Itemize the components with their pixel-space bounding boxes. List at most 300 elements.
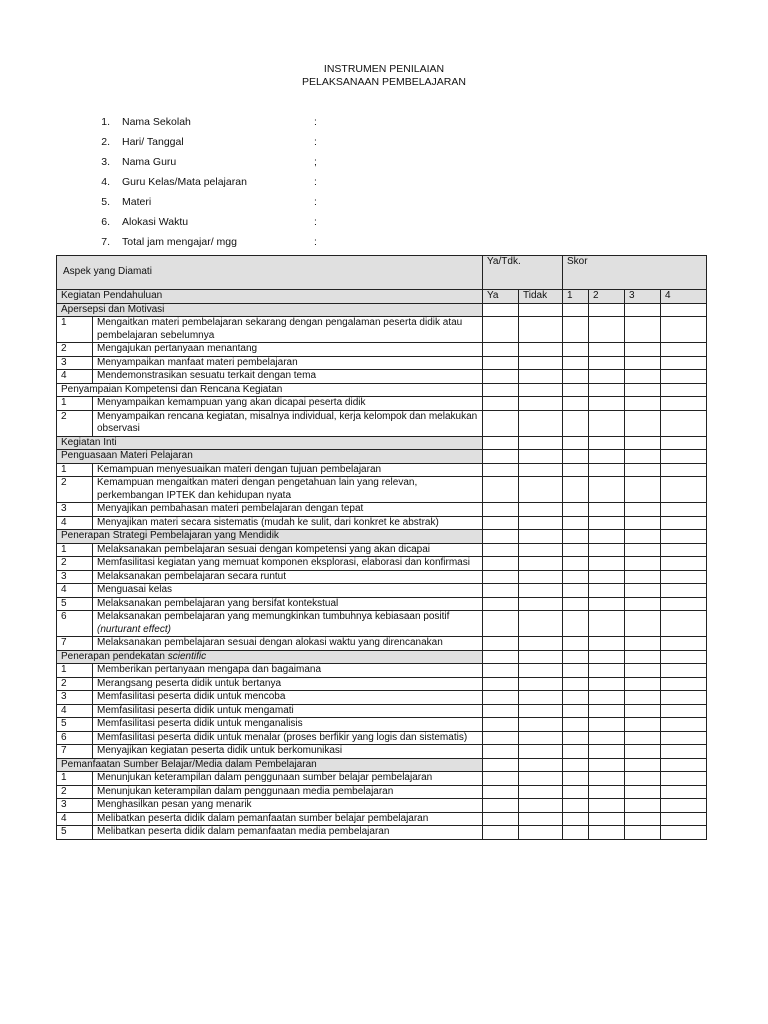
score-4-cell[interactable] [661, 343, 707, 357]
identity-label: Alokasi Waktu [122, 216, 189, 228]
ya-cell[interactable] [483, 516, 519, 530]
table-row [57, 772, 707, 786]
table-row [57, 664, 707, 678]
subsection-row [57, 450, 707, 464]
row-number: 4 [57, 370, 93, 384]
score-1-cell[interactable] [563, 611, 589, 637]
header-ya: Ya [483, 290, 519, 304]
row-number: 4 [57, 584, 93, 598]
tidak-cell[interactable] [519, 503, 563, 517]
tidak-cell[interactable] [519, 691, 563, 705]
ya-cell[interactable] [483, 677, 519, 691]
row-number: 3 [57, 691, 93, 705]
score-4-cell[interactable] [661, 543, 707, 557]
tidak-cell[interactable] [519, 812, 563, 826]
row-number: 3 [57, 799, 93, 813]
score-3-cell[interactable] [625, 745, 661, 759]
score-4-cell[interactable] [661, 611, 707, 637]
row-number: 7 [57, 637, 93, 651]
header-tidak: Tidak [519, 290, 563, 304]
subsection-row [57, 758, 707, 772]
item-number: 5. [101, 196, 110, 208]
table-row [57, 477, 707, 503]
row-number: 2 [57, 677, 93, 691]
subsection-title: Penerapan Strategi Pembelajaran yang Mendidik [57, 530, 483, 544]
table-row [57, 611, 707, 637]
table-row [57, 516, 707, 530]
score-1-cell[interactable] [563, 597, 589, 611]
score-3-cell[interactable] [625, 611, 661, 637]
score-2-cell[interactable] [589, 597, 625, 611]
score-3-cell[interactable] [625, 503, 661, 517]
row-number: 3 [57, 503, 93, 517]
score-3-cell[interactable] [625, 343, 661, 357]
score-3-cell[interactable] [625, 637, 661, 651]
score-2-cell[interactable] [589, 664, 625, 678]
identity-item [96, 236, 356, 256]
ya-cell[interactable] [483, 704, 519, 718]
score-4-cell[interactable] [661, 584, 707, 598]
ya-cell[interactable] [483, 557, 519, 571]
score-1-cell[interactable] [563, 343, 589, 357]
score-4-cell[interactable] [661, 718, 707, 732]
score-4-cell[interactable] [661, 785, 707, 799]
score-4-cell[interactable] [661, 410, 707, 436]
score-3-cell[interactable] [625, 718, 661, 732]
tidak-cell[interactable] [519, 799, 563, 813]
row-text: Melaksanakan pembelajaran secara runtut [93, 570, 483, 584]
score-1-cell[interactable] [563, 356, 589, 370]
identity-colon: : [314, 236, 317, 248]
identity-label: Total jam mengajar/ mgg [122, 236, 237, 248]
table-row [57, 677, 707, 691]
item-number: 3. [101, 156, 110, 168]
table-row [57, 503, 707, 517]
score-1-cell[interactable] [563, 410, 589, 436]
tidak-cell[interactable] [519, 463, 563, 477]
score-2-cell[interactable] [589, 570, 625, 584]
score-2-cell[interactable] [589, 543, 625, 557]
score-3-cell[interactable] [625, 704, 661, 718]
score-3-cell[interactable] [625, 410, 661, 436]
header-aspek: Aspek yang Diamati [57, 256, 483, 290]
subsection-title: Apersepsi dan Motivasi [57, 303, 483, 317]
row-number: 4 [57, 704, 93, 718]
score-2-cell[interactable] [589, 799, 625, 813]
row-text-cell [93, 611, 483, 637]
row-text: Mengajukan pertanyaan menantang [93, 343, 483, 357]
ya-cell[interactable] [483, 543, 519, 557]
score-3-cell[interactable] [625, 826, 661, 840]
score-4-cell[interactable] [661, 370, 707, 384]
ya-cell[interactable] [483, 356, 519, 370]
identity-item [96, 136, 356, 156]
score-1-cell[interactable] [563, 799, 589, 813]
tidak-cell[interactable] [519, 570, 563, 584]
row-text: Memfasilitasi peserta didik untuk menganalisis [93, 718, 483, 732]
score-2-cell[interactable] [589, 772, 625, 786]
score-4-cell[interactable] [661, 637, 707, 651]
row-number: 1 [57, 397, 93, 411]
score-3-cell[interactable] [625, 370, 661, 384]
tidak-cell[interactable] [519, 317, 563, 343]
table-row [57, 597, 707, 611]
score-4-cell[interactable] [661, 356, 707, 370]
table-row [57, 799, 707, 813]
row-text: Menyampaikan rencana kegiatan, misalnya individual, kerja kelompok dan melakukan observasi [93, 410, 483, 436]
identity-colon: : [314, 216, 317, 228]
score-1-cell[interactable] [563, 317, 589, 343]
table-row [57, 570, 707, 584]
table-row [57, 397, 707, 411]
table-row [57, 785, 707, 799]
score-4-cell[interactable] [661, 516, 707, 530]
row-number: 3 [57, 356, 93, 370]
ya-cell[interactable] [483, 718, 519, 732]
score-1-cell[interactable] [563, 477, 589, 503]
score-1-cell[interactable] [563, 731, 589, 745]
table-row [57, 356, 707, 370]
row-number: 1 [57, 664, 93, 678]
subsection-title: Penguasaan Materi Pelajaran [57, 450, 483, 464]
tidak-cell[interactable] [519, 410, 563, 436]
row-text: Menyampaikan manfaat materi pembelajaran [93, 356, 483, 370]
tidak-cell[interactable] [519, 397, 563, 411]
score-2-cell[interactable] [589, 704, 625, 718]
ya-cell[interactable] [483, 826, 519, 840]
score-1-cell[interactable] [563, 516, 589, 530]
score-2-cell[interactable] [589, 410, 625, 436]
score-4-cell[interactable] [661, 691, 707, 705]
score-1-cell[interactable] [563, 370, 589, 384]
table-row [57, 691, 707, 705]
score-4-cell[interactable] [661, 772, 707, 786]
row-number: 4 [57, 516, 93, 530]
score-1-cell[interactable] [563, 503, 589, 517]
tidak-cell[interactable] [519, 745, 563, 759]
row-text: Menunjukan keterampilan dalam penggunaan sumber belajar pembelajaran [93, 772, 483, 786]
row-number: 7 [57, 745, 93, 759]
score-2-cell[interactable] [589, 463, 625, 477]
score-1-cell[interactable] [563, 664, 589, 678]
subsection-row [57, 303, 707, 317]
score-4-cell[interactable] [661, 677, 707, 691]
table-header-row [57, 256, 707, 290]
tidak-cell[interactable] [519, 611, 563, 637]
ya-cell[interactable] [483, 637, 519, 651]
row-number: 1 [57, 463, 93, 477]
tidak-cell[interactable] [519, 704, 563, 718]
ya-cell[interactable] [483, 463, 519, 477]
section-title: Kegiatan Inti [57, 436, 483, 450]
tidak-cell[interactable] [519, 785, 563, 799]
tidak-cell[interactable] [519, 343, 563, 357]
score-3-cell[interactable] [625, 597, 661, 611]
score-3-cell[interactable] [625, 691, 661, 705]
ya-cell[interactable] [483, 691, 519, 705]
score-2-cell[interactable] [589, 557, 625, 571]
row-number: 2 [57, 343, 93, 357]
score-1-cell[interactable] [563, 557, 589, 571]
row-number: 6 [57, 611, 93, 637]
score-3-cell[interactable] [625, 584, 661, 598]
row-text: Menyajikan pembahasan materi pembelajaran dengan tepat [93, 503, 483, 517]
tidak-cell[interactable] [519, 731, 563, 745]
score-4-cell[interactable] [661, 317, 707, 343]
table-row [57, 637, 707, 651]
section-row [57, 290, 707, 304]
row-text: Kemampuan menyesuaikan materi dengan tujuan pembelajaran [93, 463, 483, 477]
score-2-cell[interactable] [589, 637, 625, 651]
row-text: Memfasilitasi kegiatan yang memuat komponen eksplorasi, elaborasi dan konfirmasi [93, 557, 483, 571]
ya-cell[interactable] [483, 772, 519, 786]
score-4-cell[interactable] [661, 557, 707, 571]
table-row [57, 343, 707, 357]
subsection-row [57, 383, 707, 397]
score-4-cell[interactable] [661, 664, 707, 678]
header-yatdk: Ya/Tdk. [483, 256, 563, 290]
tidak-cell[interactable] [519, 637, 563, 651]
identity-colon: : [314, 176, 317, 188]
identity-item [96, 176, 356, 196]
tidak-cell[interactable] [519, 370, 563, 384]
subsection-title: Pemanfaatan Sumber Belajar/Media dalam Pembelajaran [57, 758, 483, 772]
tidak-cell[interactable] [519, 772, 563, 786]
tidak-cell[interactable] [519, 826, 563, 840]
row-number: 3 [57, 570, 93, 584]
score-3-cell[interactable] [625, 543, 661, 557]
subsection-title-italic: scientific [167, 650, 207, 662]
tidak-cell[interactable] [519, 477, 563, 503]
score-3-cell[interactable] [625, 772, 661, 786]
ya-cell[interactable] [483, 584, 519, 598]
score-1-cell[interactable] [563, 637, 589, 651]
row-number: 6 [57, 731, 93, 745]
row-text-italic: (nurturant effect) [97, 623, 171, 635]
score-1-cell[interactable] [563, 812, 589, 826]
ya-cell[interactable] [483, 343, 519, 357]
row-number: 4 [57, 812, 93, 826]
score-2-cell[interactable] [589, 718, 625, 732]
tidak-cell[interactable] [519, 584, 563, 598]
identity-label: Hari/ Tanggal [122, 136, 184, 148]
tidak-cell[interactable] [519, 597, 563, 611]
score-1-cell[interactable] [563, 677, 589, 691]
document-subtitle: PELAKSANAAN PEMBELAJARAN [302, 76, 466, 88]
score-3-cell[interactable] [625, 785, 661, 799]
ya-cell[interactable] [483, 410, 519, 436]
row-number: 2 [57, 785, 93, 799]
score-2-cell[interactable] [589, 785, 625, 799]
row-text: Memberikan pertanyaan mengapa dan bagaimana [93, 664, 483, 678]
row-text: Merangsang peserta didik untuk bertanya [93, 677, 483, 691]
score-3-cell[interactable] [625, 557, 661, 571]
score-3-cell[interactable] [625, 356, 661, 370]
score-1-cell[interactable] [563, 691, 589, 705]
score-2-cell[interactable] [589, 356, 625, 370]
score-4-cell[interactable] [661, 812, 707, 826]
tidak-cell[interactable] [519, 718, 563, 732]
table-row [57, 410, 707, 436]
ya-cell[interactable] [483, 745, 519, 759]
score-2-cell[interactable] [589, 343, 625, 357]
row-number: 1 [57, 772, 93, 786]
score-4-cell[interactable] [661, 731, 707, 745]
subsection-row [57, 650, 707, 664]
score-1-cell[interactable] [563, 772, 589, 786]
row-text: Melaksanakan pembelajaran yang memungkinkan tumbuhnya kebiasaan positif [97, 611, 450, 622]
score-2-cell[interactable] [589, 677, 625, 691]
score-4-cell[interactable] [661, 397, 707, 411]
score-4-cell[interactable] [661, 799, 707, 813]
row-text: Memfasilitasi peserta didik untuk mengamati [93, 704, 483, 718]
row-number: 5 [57, 718, 93, 732]
score-1-cell[interactable] [563, 584, 589, 598]
ya-cell[interactable] [483, 812, 519, 826]
row-text: Kemampuan mengaitkan materi dengan pengetahuan lain yang relevan, perkembangan IPTEK dan kehidupan nyata [93, 477, 483, 503]
score-1-cell[interactable] [563, 826, 589, 840]
score-3-cell[interactable] [625, 397, 661, 411]
item-number: 7. [101, 236, 110, 248]
score-4-cell[interactable] [661, 463, 707, 477]
ya-cell[interactable] [483, 370, 519, 384]
identity-colon: : [314, 116, 317, 128]
row-text: Menunjukan keterampilan dalam penggunaan media pembelajaran [93, 785, 483, 799]
tidak-cell[interactable] [519, 557, 563, 571]
score-1-cell[interactable] [563, 397, 589, 411]
score-4-cell[interactable] [661, 745, 707, 759]
ya-cell[interactable] [483, 731, 519, 745]
ya-cell[interactable] [483, 397, 519, 411]
table-row [57, 731, 707, 745]
score-4-cell[interactable] [661, 826, 707, 840]
score-3-cell[interactable] [625, 570, 661, 584]
identity-colon: : [314, 136, 317, 148]
header-score-4: 4 [661, 290, 707, 304]
score-2-cell[interactable] [589, 370, 625, 384]
table-row [57, 463, 707, 477]
score-1-cell[interactable] [563, 463, 589, 477]
row-number: 5 [57, 826, 93, 840]
row-text: Menguasai kelas [93, 584, 483, 598]
tidak-cell[interactable] [519, 356, 563, 370]
document-title: INSTRUMEN PENILAIAN [323, 63, 445, 75]
score-3-cell[interactable] [625, 317, 661, 343]
row-text: Melaksanakan pembelajaran sesuai dengan kompetensi yang akan dicapai [93, 543, 483, 557]
score-4-cell[interactable] [661, 597, 707, 611]
row-text: Menyampaikan kemampuan yang akan dicapai peserta didik [93, 397, 483, 411]
table-row [57, 718, 707, 732]
score-1-cell[interactable] [563, 718, 589, 732]
score-1-cell[interactable] [563, 543, 589, 557]
score-2-cell[interactable] [589, 516, 625, 530]
row-text: Melibatkan peserta didik dalam pemanfaatan media pembelajaran [93, 826, 483, 840]
score-2-cell[interactable] [589, 611, 625, 637]
score-3-cell[interactable] [625, 516, 661, 530]
row-number: 2 [57, 477, 93, 503]
ya-cell[interactable] [483, 570, 519, 584]
ya-cell[interactable] [483, 503, 519, 517]
score-4-cell[interactable] [661, 477, 707, 503]
score-1-cell[interactable] [563, 745, 589, 759]
table-row [57, 745, 707, 759]
table-row [57, 826, 707, 840]
item-number: 2. [101, 136, 110, 148]
ya-cell[interactable] [483, 785, 519, 799]
identity-list [96, 116, 356, 256]
section-row [57, 436, 707, 450]
score-2-cell[interactable] [589, 317, 625, 343]
score-1-cell[interactable] [563, 785, 589, 799]
score-2-cell[interactable] [589, 731, 625, 745]
tidak-cell[interactable] [519, 543, 563, 557]
score-4-cell[interactable] [661, 570, 707, 584]
table-row [57, 704, 707, 718]
subsection-title-cell [57, 650, 483, 664]
row-text: Memfasilitasi peserta didik untuk menalar (proses berfikir yang logis dan sistematis) [93, 731, 483, 745]
score-2-cell[interactable] [589, 812, 625, 826]
table-row [57, 543, 707, 557]
score-1-cell[interactable] [563, 570, 589, 584]
score-3-cell[interactable] [625, 812, 661, 826]
score-2-cell[interactable] [589, 691, 625, 705]
score-2-cell[interactable] [589, 503, 625, 517]
identity-colon: ; [314, 156, 317, 168]
score-3-cell[interactable] [625, 799, 661, 813]
item-number: 1. [101, 116, 110, 128]
table-row [57, 584, 707, 598]
ya-cell[interactable] [483, 611, 519, 637]
subsection-title: Penerapan pendekatan [61, 650, 165, 662]
table-row [57, 557, 707, 571]
identity-label: Nama Guru [122, 156, 177, 168]
score-4-cell[interactable] [661, 704, 707, 718]
score-3-cell[interactable] [625, 664, 661, 678]
section-title: Kegiatan Pendahuluan [57, 290, 483, 304]
score-2-cell[interactable] [589, 826, 625, 840]
tidak-cell[interactable] [519, 664, 563, 678]
table-row [57, 370, 707, 384]
score-3-cell[interactable] [625, 731, 661, 745]
subsection-row [57, 530, 707, 544]
score-3-cell[interactable] [625, 463, 661, 477]
header-skor: Skor [563, 256, 707, 290]
score-2-cell[interactable] [589, 584, 625, 598]
row-number: 2 [57, 557, 93, 571]
ya-cell[interactable] [483, 477, 519, 503]
tidak-cell[interactable] [519, 516, 563, 530]
ya-cell[interactable] [483, 317, 519, 343]
score-3-cell[interactable] [625, 677, 661, 691]
score-2-cell[interactable] [589, 397, 625, 411]
score-3-cell[interactable] [625, 477, 661, 503]
header-score-2: 2 [589, 290, 625, 304]
ya-cell[interactable] [483, 664, 519, 678]
score-1-cell[interactable] [563, 704, 589, 718]
score-2-cell[interactable] [589, 477, 625, 503]
row-text: Melibatkan peserta didik dalam pemanfaatan sumber belajar pembelajaran [93, 812, 483, 826]
ya-cell[interactable] [483, 597, 519, 611]
row-text: Melaksanakan pembelajaran yang bersifat kontekstual [93, 597, 483, 611]
row-text: Memfasilitasi peserta didik untuk mencoba [93, 691, 483, 705]
identity-colon: : [314, 196, 317, 208]
score-2-cell[interactable] [589, 745, 625, 759]
tidak-cell[interactable] [519, 677, 563, 691]
score-4-cell[interactable] [661, 503, 707, 517]
ya-cell[interactable] [483, 799, 519, 813]
row-number: 5 [57, 597, 93, 611]
row-text: Mengaitkan materi pembelajaran sekarang dengan pengalaman peserta didik atau pembelajaran sebelumnya [93, 317, 483, 343]
